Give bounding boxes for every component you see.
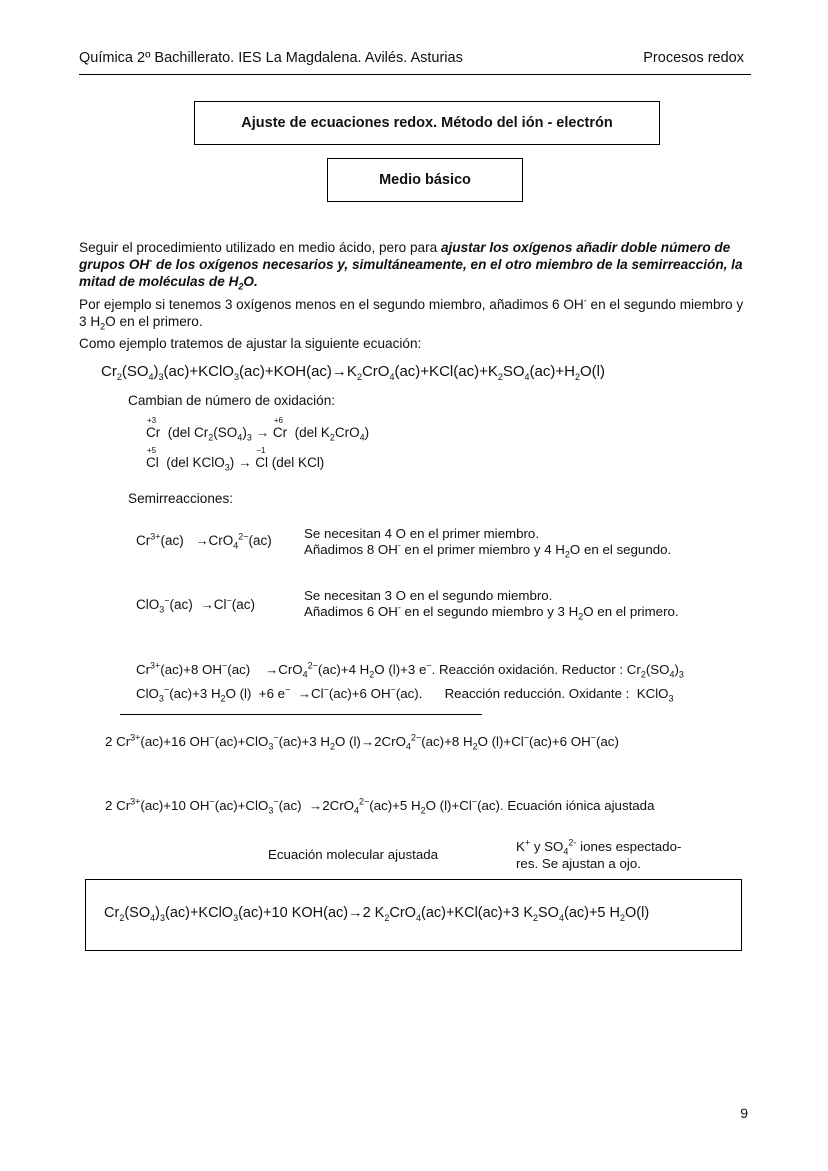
spectator-note-line2: res. Se ajustan a ojo.: [516, 856, 641, 871]
example-paragraph: Por ejemplo si tenemos 3 oxígenos menos en el segundo miembro, añadimos 6 OH- en el segundo miembro y 3 $H_2O$ en el primero.: [79, 295, 744, 332]
oxidation-half-reaction: $Cr^{3+}(ac)+8$ OH−(ac) →CrO$_4^{2-}$(ac)+4 $H_2O$ (l)+3 e−. Reacción oxidación. Reductor : $Cr_2(SO_4)_3$: [136, 660, 684, 680]
page-number: 9: [740, 1105, 748, 1121]
header-divider: [79, 74, 751, 75]
molecular-label: Ecuación molecular ajustada: [268, 847, 439, 862]
header-left: Química 2º Bachillerato. IES La Magdalena. Avilés. Asturias: [79, 50, 463, 66]
semi1-equation: $Cr^{3+}(ac) \to CrO_4^{2-}(ac)$: [136, 531, 272, 551]
semi2-equation: ClO$_3$−(ac) →Cl−(ac): [136, 595, 256, 615]
intro-paragraph: Seguir el procedimiento utilizado en medio ácido, pero para ajustar los oxígenos añadir doble número de grupos OH- de los oxígenos necesarios y, simultáneamente, en el otro miembro de la semirreacción, la mitad de moléculas de $H_2O$.: [79, 240, 743, 292]
ox-change-label: Cambian de número de oxidación:: [128, 393, 336, 408]
page-subtitle: Medio básico: [379, 172, 471, 188]
spectator-note-line1: K+ y $SO_4^{2-}$ iones espectado-: [516, 837, 682, 857]
semi2-note1: Se necesitan 3 O en el segundo miembro.: [304, 588, 553, 603]
semi-label: Semirreacciones:: [128, 491, 234, 506]
initial-equation: $Cr_2(SO_4)_3(ac)+KClO_3(ac)+KOH(ac)\to K_2CrO_4(ac)+KCl(ac)+K_2SO_4(ac)+H_2O(l)$: [101, 363, 605, 382]
sum-divider: [120, 714, 482, 715]
as-example-text: Como ejemplo tratemos de ajustar la siguiente ecuación:: [79, 336, 422, 351]
subtitle-box: [327, 158, 523, 202]
final-molecular-equation: $Cr_2(SO_4)_3(ac)+KClO_3(ac)+10$ KOH(ac)→2 $K_2CrO_4(ac)+KCl(ac)+3$ $K_2SO_4(ac)+5$ $H_2O(l)$: [104, 905, 650, 923]
ionic-equation: 2 $Cr^{3+}(ac)+10$ OH−(ac)+ClO$_3$−(ac) →2CrO$_4^{2-}$(ac)+5 $H_2O$ (l)+Cl−(ac). Ecuación iónica ajustada: [105, 796, 655, 816]
semi2-note2: Añadimos 6 OH- en el segundo miembro y 3 $H_2O$ en el primero.: [304, 602, 679, 622]
semi1-note1: Se necesitan 4 O en el primer miembro.: [304, 526, 540, 541]
page-title: Ajuste de ecuaciones redox. Método del ión - electrón: [241, 115, 613, 131]
title-box: [194, 101, 660, 145]
header-right: Procesos redox: [643, 50, 744, 66]
sum-equation: 2 $Cr^{3+}(ac)+16$ OH−(ac)+ClO$_3$−(ac)+3 $H_2O$ (l)→2CrO$_4^{2-}$(ac)+8 $H_2O$ (l)+Cl−(ac)+6 OH−(ac): [105, 732, 619, 752]
cl-ox-change: Cl +5 (del KClO$_3$) → Cl −1 (del KCl): [146, 446, 325, 473]
semi1-note2: Añadimos 8 OH- en el primer miembro y 4 $H_2O$ en el segundo.: [304, 540, 672, 560]
cr-ox-change: Cr +3 (del $Cr_2(SO_4)_3 \to Cr$ +6 (del $K_2CrO_4$): [146, 416, 370, 443]
reduction-half-reaction: ClO$_3$−(ac)+3 $H_2O$ (l) +6 e− →Cl−(ac)+6 OH−(ac). Reacción reducción. Oxidante : KClO$_3$: [136, 684, 674, 704]
